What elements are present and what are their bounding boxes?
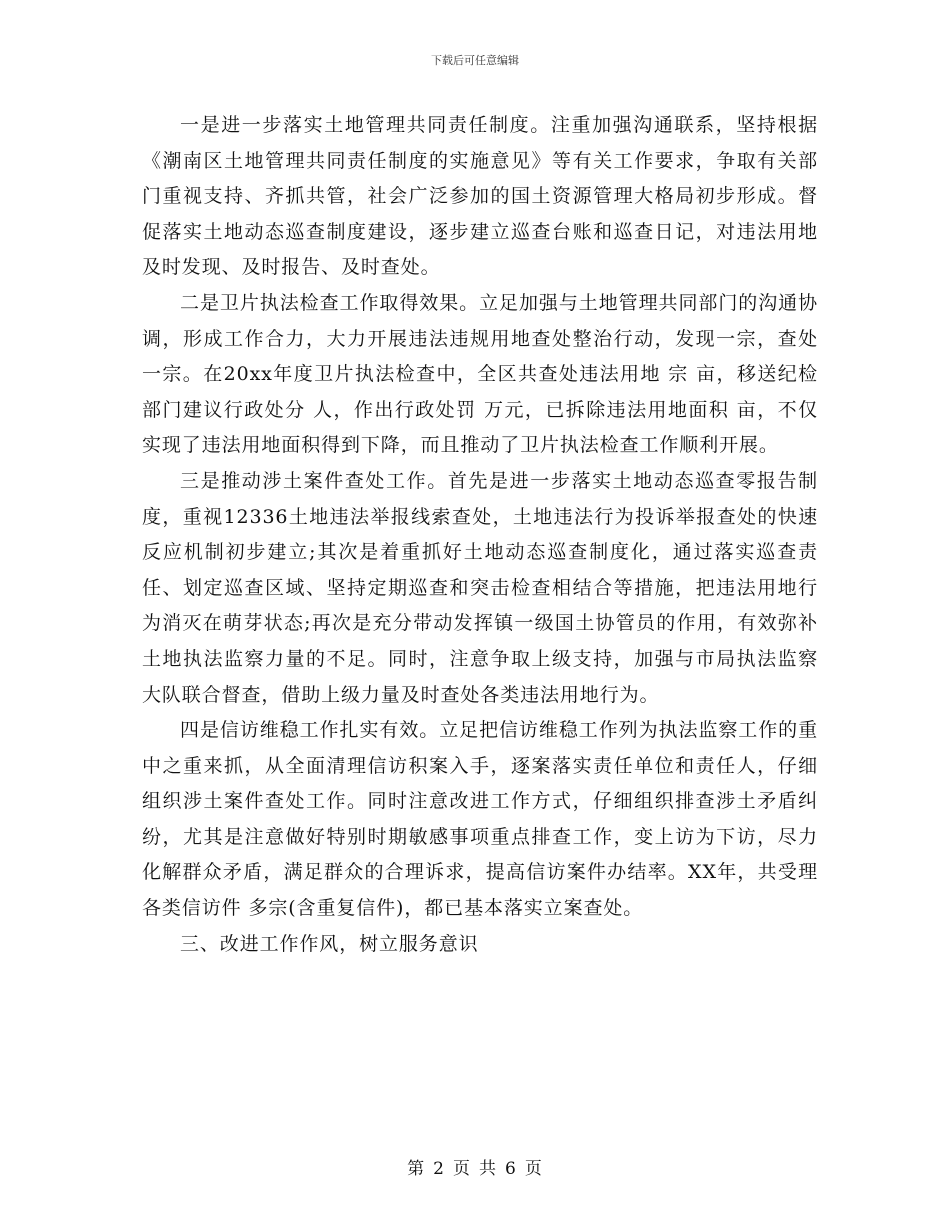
paragraph-1: 一是进一步落实土地管理共同责任制度。注重加强沟通联系，坚持根据《潮南区土地管理共同责任制度的实施意见》等有关工作要求，争取有关部门重视支持、齐抓共管，社会广泛参加的国土资源管理大格局初步形成。督促落实土地动态巡查制度建设，逐步建立巡查台账和巡查日记，对违法用地及时发现、及时报告、及时查处。 [142,114,818,279]
footer-prefix: 第 [407,1159,426,1179]
paragraph-3: 三是推动涉土案件查处工作。首先是进一步落实土地动态巡查零报告制度，重视12336土地违法举报线索查处，土地违法行为投诉举报查处的快速反应机制初步建立;其次是着重抓好土地动态巡查制度化，通过落实巡查责任、划定巡查区域、坚持定期巡查和突击检查相结合等措施，把违法用地行为消灭在萌芽状态;再次是充分带动发挥镇一级国土协管员的作用，有效弥补土地执法监察力量的不足。同时，注意争取上级支持，加强与市局执法监察大队联合督查，借助上级力量及时查处各类违法用地行为。 [142,469,818,706]
paragraph-4: 四是信访维稳工作扎实有效。立足把信访维稳工作列为执法监察工作的重中之重来抓，从全面清理信访积案入手，逐案落实责任单位和责任人，仔细组织涉土案件查处工作。同时注意改进工作方式，仔细组织排查涉土矛盾纠纷，尤其是注意做好特别时期敏感事项重点排查工作，变上访为下访，尽力化解群众矛盾，满足群众的合理诉求，提高信访案件办结率。XX年，共受理各类信访件 多宗(含重复信件)，都已基本落实立案查处。 [142,719,818,920]
paragraph-2: 二是卫片执法检查工作取得效果。立足加强与土地管理共同部门的沟通协调，形成工作合力，大力开展违法违规用地查处整治行动，发现一宗，查处一宗。在20xx年度卫片执法检查中，全区共查处违法用地 宗 亩，移送纪检部门建议行政处分 人，作出行政处罚 万元，已拆除违法用地面积 亩，不仅实现了违法用地面积得到下降，而且推动了卫片执法检查工作顺利开展。 [142,291,818,457]
footer-page-current: 2 [433,1159,445,1179]
document-body [142,108,818,962]
footer-suffix: 页 [524,1159,543,1179]
page-footer [0,1154,950,1179]
page-header: 下载后可任意编辑 [431,54,519,67]
footer-mid2: 共 [479,1159,497,1179]
footer-mid1: 页 [453,1159,471,1179]
section-heading: 三、改进工作作风，树立服务意识 [180,932,479,955]
footer-page-total: 6 [505,1159,517,1179]
